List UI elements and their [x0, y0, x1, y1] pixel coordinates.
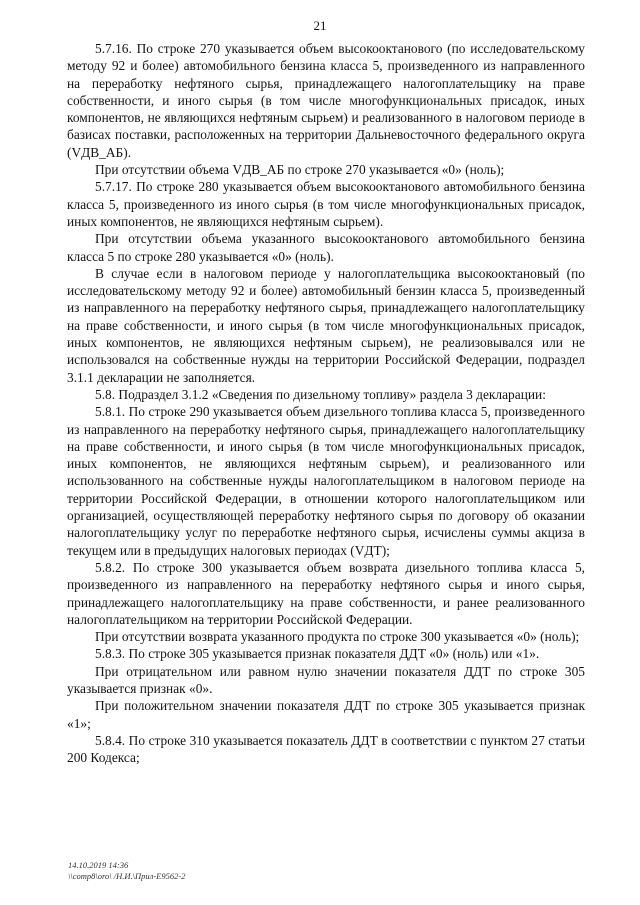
page-number: 21 — [313, 18, 327, 33]
paragraph-5-8-4: 5.8.4. По строке 310 указывается показатель ДДТ в соответствии с пунктом 27 статьи 200 Кодекса; — [67, 732, 585, 766]
paragraph-5-7-17: 5.7.17. По строке 280 указывается объем высокооктанового автомобильного бензина класса 5, произведенного из иного сырья (в том числе многофункциональных присадок, иных компонентов, не являющихся нефтяным сырьем). — [67, 179, 585, 229]
paragraph-5-7-16: 5.7.16. По строке 270 указывается объем высокооктанового (по исследовательскому методу 92 и более) автомобильного бензина класса 5, произведенного из направленного на переработку нефтяного сырья, принадлежащего налогоплательщику на праве собственности, и иного сырья (в том числе многофункциональных присадок, иных компонентов, не являющихся нефтяным сырьем) и реализованного в налоговом периоде в базисах поставки, расположенных на территории Дальневосточного федерального округа (VДВ_АБ). — [67, 41, 585, 160]
paragraph-5-8-3-negative: При отрицательном или равном нулю значении показателя ДДТ по строке 305 указывается признак «0». — [67, 663, 585, 696]
document-body — [67, 40, 585, 766]
paragraph-5-8-3: 5.8.3. По строке 305 указывается признак показателя ДДТ «0» (ноль) или «1». — [95, 646, 540, 662]
paragraph-subsection-3-1-1-note: В случае если в налоговом периоде у налогоплательщика высокооктановый (по исследовательскому методу 92 и более) автомобильный бензин класса 5, произведенный из направленного на переработку нефтяного сырья, принадлежащего налогоплательщику на праве собственности, и иного сырья (в том числе многофункциональных присадок, иных компонентов, не являющихся нефтяным сырьем), не реализовывался или не использовался на собственные нужды на территории Российской Федерации, подраздел 3.1.1 декларации не заполняется. — [67, 265, 585, 385]
paragraph-5-7-16-zero: При отсутствии объема VДВ_АБ по строке 270 указывается «0» (ноль); — [95, 162, 505, 178]
paragraph-5-8-2: 5.8.2. По строке 300 указывается объем возврата дизельного топлива класса 5, произведенного из направленного на переработку нефтяного сырья и иного сырья, принадлежащего налогоплательщику на праве собственности, и ранее реализованного налогоплательщиком на территории Российской Федерации. — [67, 559, 585, 627]
document-footer — [68, 860, 185, 882]
footer-file-path: \\comp8\oro\ /Н.И.\Прил-Е9562-2 — [68, 871, 186, 881]
footer-timestamp: 14.10.2019 14:36 — [68, 860, 129, 870]
paragraph-5-8-2-zero: При отсутствии возврата указанного продукта по строке 300 указывается «0» (ноль); — [95, 629, 580, 645]
paragraph-5-8-3-positive: При положительном значении показателя ДДТ по строке 305 указывается признак «1»; — [67, 698, 585, 731]
paragraph-5-8-1: 5.8.1. По строке 290 указывается объем дизельного топлива класса 5, произведенного из направленного на переработку нефтяного сырья, принадлежащего налогоплательщику на праве собственности, и иного сырья (в том числе многофункциональных присадок, иных компонентов, не являющихся нефтяным сырьем), и реализованного или использованного на собственные нужды налогоплательщиком в налоговом периоде на территории Российской Федерации, в отношении которого налогоплательщиком или организацией, осуществляющей переработку нефтяного сырья по договору об оказании налогоплательщику услуг по переработке нефтяного сырья, исчислены суммы акциза в текущем или в предыдущих налоговых периодах (VДТ); — [67, 404, 585, 558]
paragraph-5-7-17-zero: При отсутствии объема указанного высокооктанового автомобильного бензина класса 5 по строке 280 указывается «0» (ноль). — [67, 231, 585, 264]
paragraph-5-8-heading: 5.8. Подраздел 3.1.2 «Сведения по дизельному топливу» раздела 3 декларации: — [95, 386, 546, 402]
